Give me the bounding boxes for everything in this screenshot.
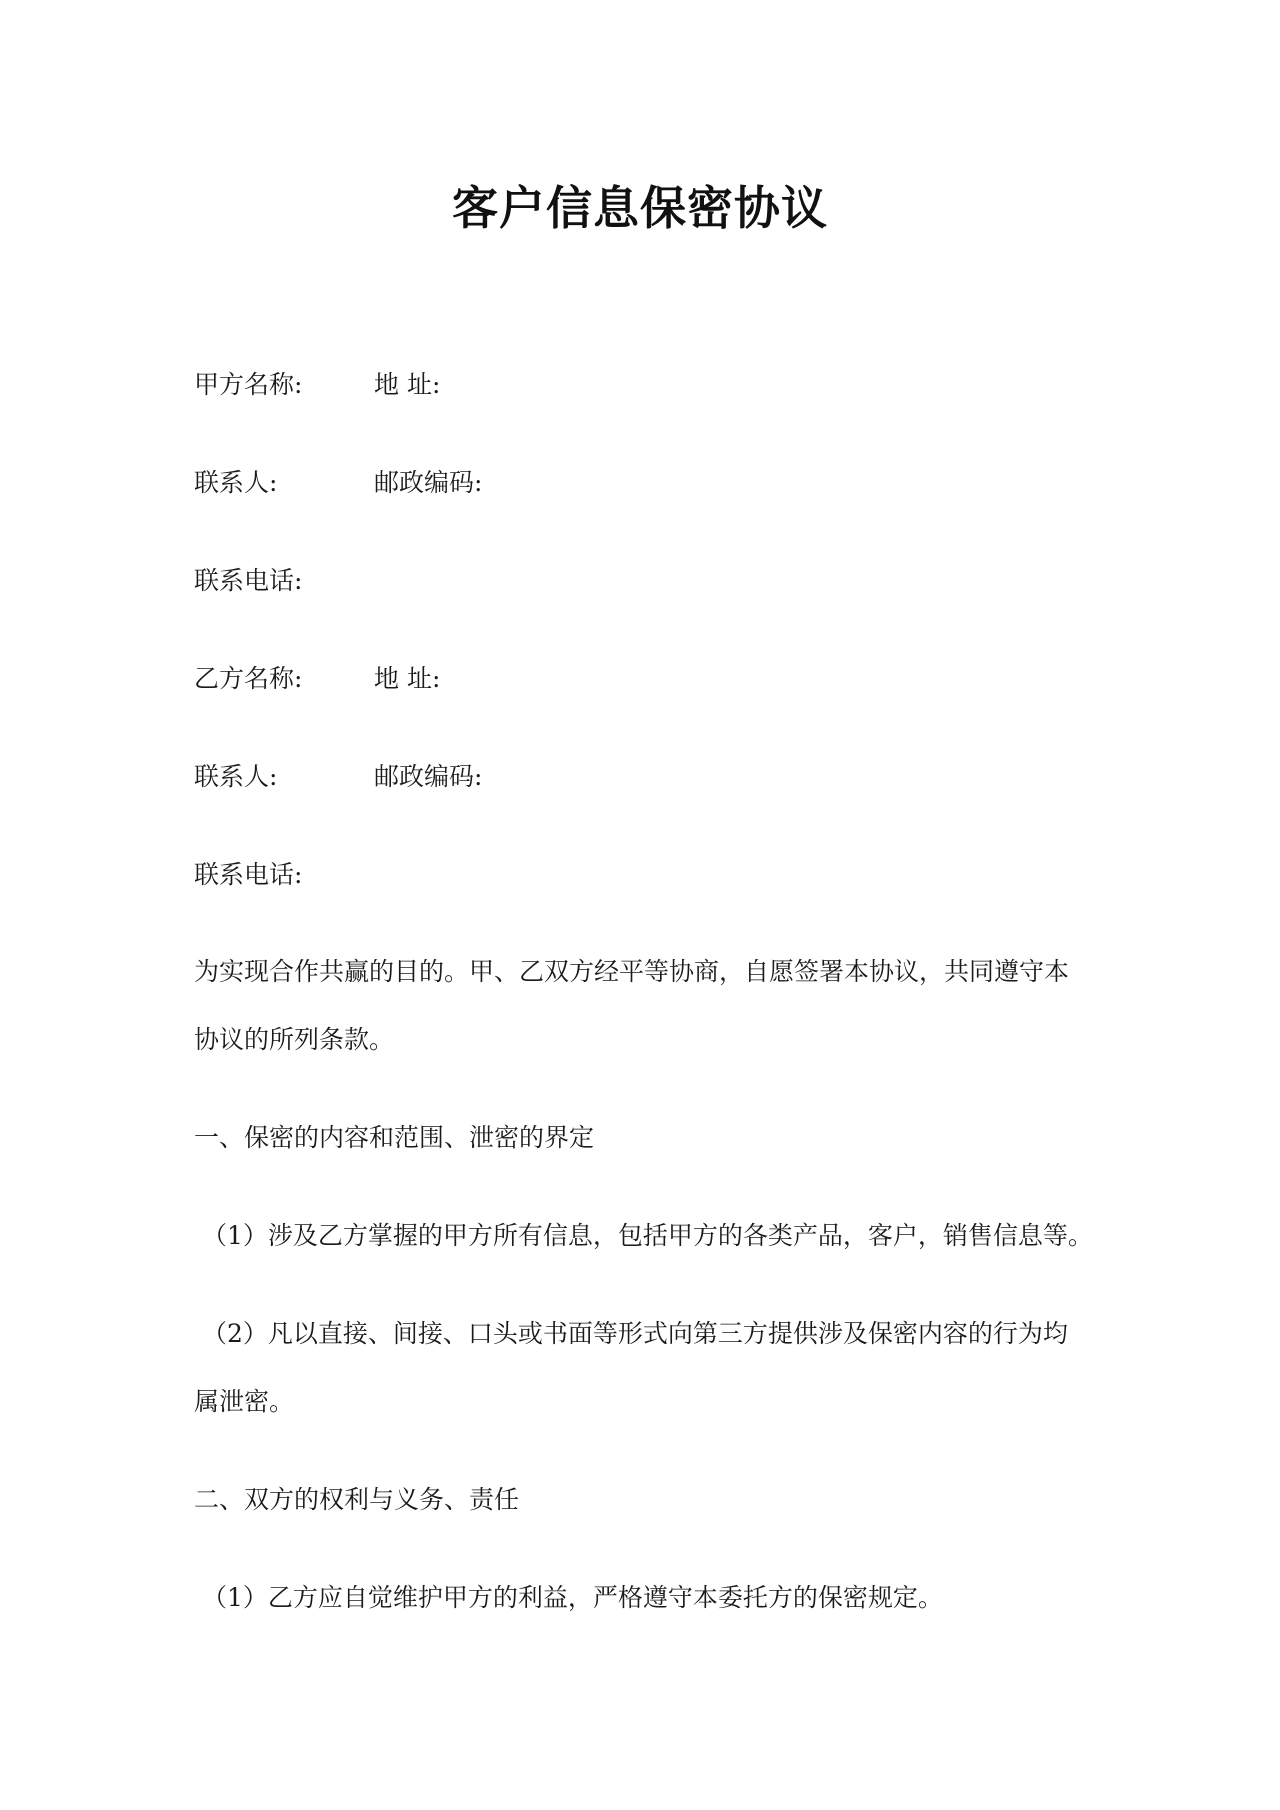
intro-line-1: 为实现合作共赢的目的。甲、乙双方经平等协商，自愿签署本协议，共同遵守本 — [194, 957, 1070, 986]
party-b-postcode-label: 邮政编码: — [374, 762, 483, 791]
section-1-item-2-line-1: （2）凡以直接、间接、口头或书面等形式向第三方提供涉及保密内容的行为均 — [202, 1319, 1068, 1348]
intro-line-2: 协议的所列条款。 — [194, 1025, 395, 1054]
document-title: 客户信息保密协议 — [452, 181, 828, 235]
party-b-address-label: 地 址: — [374, 664, 441, 693]
party-a-name-label: 甲方名称: — [194, 370, 303, 399]
section-1-item-2-line-2: 属泄密。 — [194, 1387, 295, 1416]
party-b-phone-label: 联系电话: — [194, 860, 303, 889]
party-a-contact-label: 联系人: — [194, 468, 278, 497]
party-a-address-label: 地 址: — [374, 370, 441, 399]
party-b-name-label: 乙方名称: — [194, 664, 303, 693]
section-1-item-1: （1）涉及乙方掌握的甲方所有信息，包括甲方的各类产品，客户，销售信息等。 — [202, 1221, 1093, 1250]
section-2-item-1: （1）乙方应自觉维护甲方的利益，严格遵守本委托方的保密规定。 — [202, 1583, 943, 1612]
section-1-heading: 一、保密的内容和范围、泄密的界定 — [194, 1123, 595, 1152]
party-a-phone-label: 联系电话: — [194, 566, 303, 595]
party-b-contact-label: 联系人: — [194, 762, 278, 791]
party-a-postcode-label: 邮政编码: — [374, 468, 483, 497]
section-2-heading: 二、双方的权利与义务、责任 — [194, 1485, 520, 1514]
